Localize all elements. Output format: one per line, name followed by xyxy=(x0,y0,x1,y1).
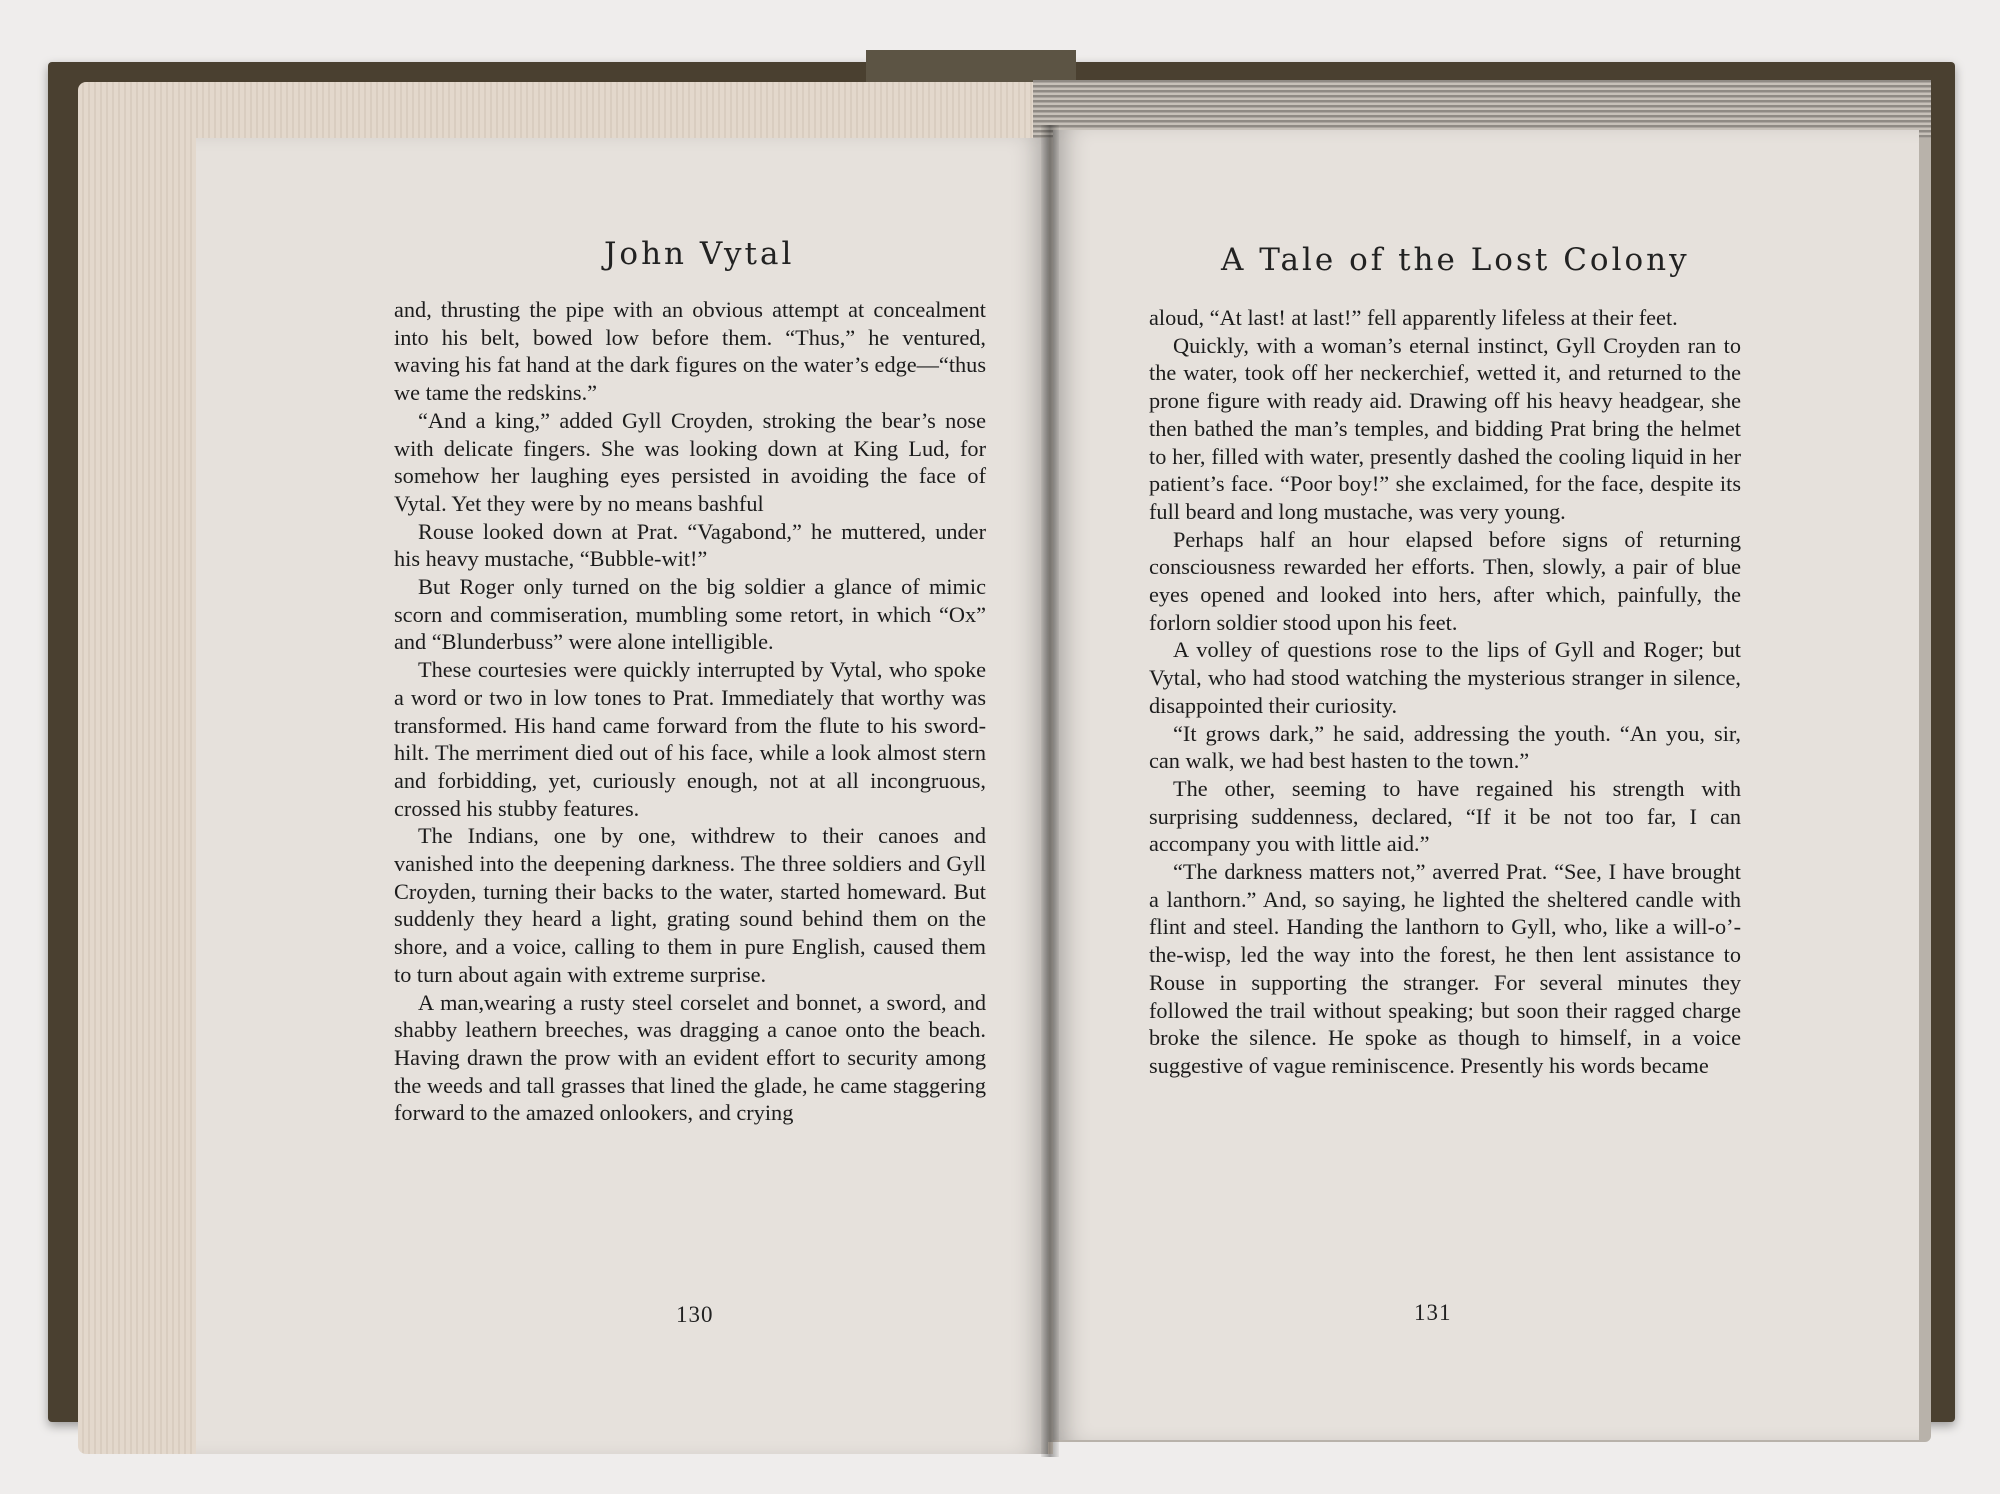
paragraph: “And a king,” added Gyll Croyden, stroking the bear’s nose with delicate fingers. She was looking down at King Lud, for somehow her laughing eyes persisted in avoiding the face of Vytal. Yet they were by no means bashful xyxy=(394,407,986,516)
left-page-number: 130 xyxy=(676,1302,714,1327)
paragraph: Rouse looked down at Prat. “Vagabond,” he muttered, under his heavy mustache, “Bubble-wit!” xyxy=(394,518,986,572)
paragraph: But Roger only turned on the big soldier a glance of mimic scorn and commiseration, mumbling some retort, in which “Ox” and “Blunderbuss” were alone intelligible. xyxy=(394,574,986,655)
right-page xyxy=(1053,130,1919,1440)
paragraph: A man,wearing a rusty steel corselet and bonnet, a sword, and shabby leathern breeches, was dragging a canoe onto the beach. Having drawn the prow with an evident effort to security among the weeds and tall grasses that lined the glade, he came staggering forward to the amazed onlookers, and crying xyxy=(394,989,986,1126)
paragraph: The Indians, one by one, withdrew to their canoes and vanished into the deepening darkness. The three soldiers and Gyll Croyden, turning their backs to the water, started homeward. But suddenly they heard a light, grating sound behind them on the shore, and a voice, calling to them in pure English, caused them to turn about again with extreme surprise. xyxy=(394,823,986,987)
right-running-head: A Tale of the Lost Colony xyxy=(1221,242,1690,278)
right-page-number: 131 xyxy=(1414,1300,1452,1325)
left-running-head: John Vytal xyxy=(604,236,795,272)
paragraph: Quickly, with a woman’s eternal instinct, Gyll Croyden ran to the water, took off her neckerchief, wetted it, and returned to the prone figure with ready aid. Drawing off his heavy headgear, she then bathed the man’s temples, and bidding Prat bring the helmet to her, filled with water, presently dashed the cooling liquid in her patient’s face. “Poor boy!” she exclaimed, for the face, despite its full beard and long mustache, was very young. xyxy=(1149,332,1741,524)
paragraph: “It grows dark,” he said, addressing the youth. “An you, sir, can walk, we had best hasten to the town.” xyxy=(1149,720,1741,774)
paragraph: aloud, “At last! at last!” fell apparently lifeless at their feet. xyxy=(1149,305,1678,330)
left-page-text xyxy=(394,296,986,1127)
paragraph: The other, seeming to have regained his strength with surprising suddenness, declared, “If it be not too far, I can accompany you with little aid.” xyxy=(1149,775,1741,857)
paragraph: These courtesies were quickly interrupted by Vytal, who spoke a word or two in low tones to Prat. Immediately that worthy was transformed. His hand came forward from the flute to his sword-hilt. The merriment died out of his face, while a look almost stern and forbidding, yet, curiously enough, not at all incongruous, crossed his stubby features. xyxy=(394,657,986,821)
paragraph: “The darkness matters not,” averred Prat. “See, I have brought a lanthorn.” And, so saying, he lighted the sheltered candle with flint and steel. Handing the lanthorn to Gyll, who, like a will-o’-the-wisp, led the way into the forest, he then lent assistance to Rouse in supporting the stranger. For several minutes they followed the trail without speaking; but soon their ragged charge broke the silence. He spoke as though to himself, in a voice suggestive of vague reminiscence. Presently his words became xyxy=(1149,859,1741,1078)
right-page-text xyxy=(1149,304,1741,1080)
paragraph: and, thrusting the pipe with an obvious attempt at concealment into his belt, bowed low before them. “Thus,” he ventured, waving his fat hand at the dark figures on the water’s edge—“thus we tame the redskins.” xyxy=(394,297,986,406)
paragraph: A volley of questions rose to the lips of Gyll and Roger; but Vytal, who had stood watching the mysterious stranger in silence, disappointed their curiosity. xyxy=(1149,637,1741,718)
left-page xyxy=(196,138,1048,1454)
paragraph: Perhaps half an hour elapsed before signs of returning consciousness rewarded her efforts. Then, slowly, a pair of blue eyes opened and looked into hers, after which, painfully, the forlorn soldier stood upon his feet. xyxy=(1149,526,1741,635)
book-gutter xyxy=(1041,125,1059,1457)
